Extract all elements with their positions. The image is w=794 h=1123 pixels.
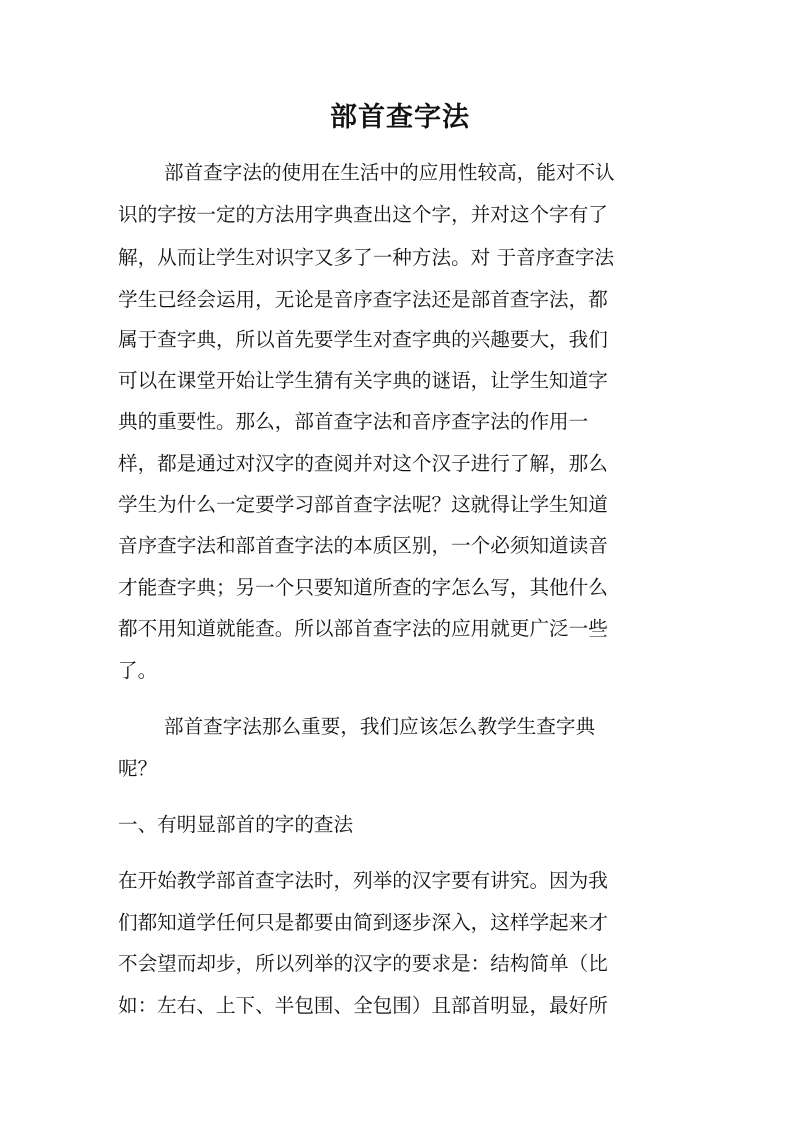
- paragraph-line: 都不用知道就能查。所以部首查字法的应用就更广泛一些: [118, 617, 608, 640]
- paragraph-line: 学生已经会运用，无论是音序查字法还是部首查字法，都: [118, 288, 608, 311]
- paragraph-line: 部首查字法那么重要，我们应该怎么教学生查字典: [164, 715, 596, 738]
- paragraph-line: 在开始教学部首查字法时，列举的汉字要有讲究。因为我: [118, 869, 608, 892]
- paragraph-line: 们都知道学任何只是都要由简到逐步深入，这样学起来才: [118, 911, 608, 934]
- paragraph-line: 解，从而让学生对识字又多了一种方法。对 于音序查字法: [118, 246, 615, 269]
- paragraph-line: 不会望而却步，所以列举的汉字的要求是：结构简单（比: [118, 952, 608, 975]
- page-title: 部首查字法: [330, 102, 470, 133]
- paragraph-line: 样，都是通过对汉字的查阅并对这个汉子进行了解，那么: [118, 452, 608, 475]
- paragraph-line: 识的字按一定的方法用字典查出这个字，并对这个字有了: [118, 203, 608, 226]
- paragraph-line: 可以在课堂开始让学生猜有关字典的谜语，让学生知道字: [118, 369, 608, 392]
- paragraph-line: 学生为什么一定要学习部首查字法呢？这就得让学生知道: [118, 493, 608, 516]
- paragraph-line: 属于查字典，所以首先要学生对查字典的兴趣要大，我们: [118, 328, 608, 351]
- paragraph-line: 才能查字典；另一个只要知道所查的字怎么写，其他什么: [118, 576, 608, 599]
- paragraph-line: 如：左右、上下、半包围、全包围）且部首明显，最好所: [118, 994, 608, 1017]
- paragraph-line: 了。: [118, 659, 158, 682]
- section-heading: 一、有明显部首的字的查法: [118, 813, 354, 836]
- paragraph-line: 典的重要性。那么，部首查字法和音序查字法的作用一: [118, 410, 589, 433]
- paragraph-line: 呢？: [118, 757, 158, 780]
- paragraph-line: 音序查字法和部首查字法的本质区别，一个必须知道读音: [118, 534, 608, 557]
- paragraph-line: 部首查字法的使用在生活中的应用性较高，能对不认: [164, 161, 615, 184]
